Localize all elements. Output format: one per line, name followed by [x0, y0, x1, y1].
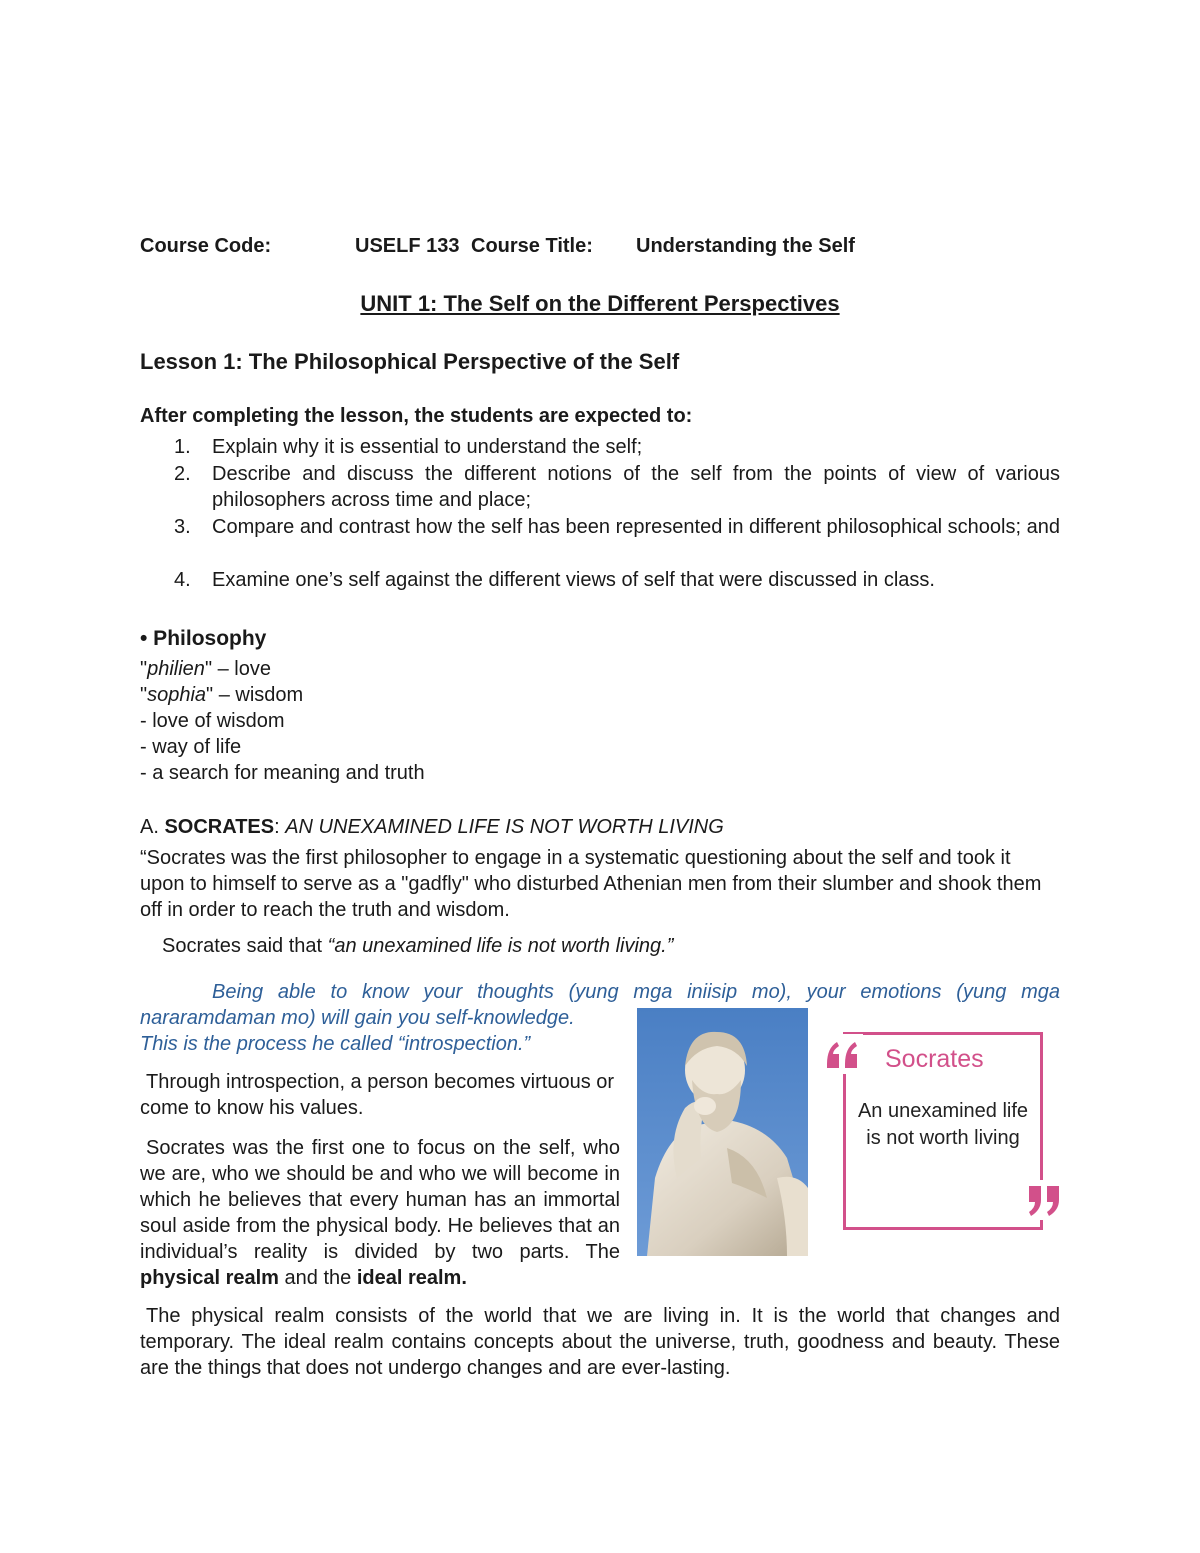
- objective-number: 2.: [174, 463, 191, 485]
- objective-number: 3.: [174, 516, 191, 538]
- realms-paragraph: The physical realm consists of the world that we are living in. It is the world that changes and temporary. The ideal realm contains concepts about the universe, truth, goodness and beauty. These are the things that does not undergo changes and are ever-lasting.: [140, 1305, 1060, 1379]
- socrates-intro: “Socrates was the first philosopher to engage in a systematic questioning about the self and took it upon to himself to serve as a "gadfly" who disturbed Athenian men from their slumber and shook them off in order to reach the truth and wisdom.: [140, 847, 1042, 921]
- said-prefix: Socrates said that: [162, 935, 328, 957]
- objective-text: Describe and discuss the different notions of the self from the points of view of various philosophers across time and place;: [212, 463, 1060, 511]
- period: .: [461, 1267, 467, 1289]
- term-sophia-meaning: – wisdom: [213, 684, 304, 706]
- quote-card-author: Socrates: [885, 1045, 984, 1073]
- objective-item: [140, 514, 1060, 566]
- unit-title: [0, 291, 1200, 317]
- quote-line-1: Being able to know your thoughts (yung mga iniisip mo), your emotions (yung mga: [212, 981, 1060, 1003]
- objective-text: Explain why it is essential to understand the self;: [212, 436, 643, 458]
- ideal-realm: ideal realm: [356, 1267, 462, 1289]
- statue-drawing: [637, 1008, 808, 1256]
- soul-paragraph: [140, 1135, 620, 1291]
- quote-card-text: An unexamined life is not worth living: [857, 1100, 1029, 1149]
- quote-line-3: This is the process he called “introspection.”: [140, 1033, 531, 1055]
- course-code-label: Course Code:: [140, 235, 272, 257]
- close-quote-icon: [1023, 1180, 1063, 1220]
- course-code: USELF 133: [355, 235, 460, 257]
- socrates-statue-image: [637, 1008, 808, 1256]
- course-title: Understanding the Self: [636, 235, 855, 257]
- focus-text: Socrates was the first one to focus on the self, who we are, who we should be and who we will become in which he believes that every human has an immortal soul aside from the physical body. He believes that an individual’s reality is divided by two parts. The: [140, 1137, 620, 1263]
- objective-number: 1.: [174, 436, 191, 458]
- objective-text: Examine one’s self against the different views of self that were discussed in class.: [212, 569, 935, 591]
- objective-item: [140, 434, 1060, 460]
- socrates-colon: :: [274, 816, 286, 838]
- lesson-title: Lesson 1: The Philosophical Perspective of the Self: [140, 349, 680, 374]
- objective-item: [140, 567, 1060, 593]
- term-philien: philien: [147, 658, 205, 680]
- objective-item: [140, 461, 1060, 513]
- physical-realm: physical realm: [140, 1267, 279, 1289]
- philosophy-heading: • Philosophy: [140, 627, 267, 650]
- introspection-paragraph: Through introspection, a person becomes virtuous or come to know his values.: [140, 1071, 615, 1119]
- quote-line-2: nararamdaman mo) will gain you self-knowledge.: [140, 1007, 575, 1029]
- socrates-name: SOCRATES: [164, 816, 275, 838]
- socrates-heading: [140, 816, 724, 839]
- section-letter: A.: [140, 816, 165, 838]
- term-sophia: sophia: [147, 684, 207, 706]
- philosophy-term-love: "philien" – love: [140, 658, 271, 680]
- philosophy-term-wisdom: "sophia" – wisdom: [140, 684, 304, 706]
- objective-text: Compare and contrast how the self has been represented in different philosophical schools; and: [212, 516, 1060, 538]
- socrates-said: [162, 935, 673, 958]
- unit-title-text: UNIT 1: The Self on the Different Perspectives: [360, 291, 840, 316]
- philosophy-line: - a search for meaning and truth: [140, 762, 425, 784]
- socrates-subtitle: AN UNEXAMINED LIFE IS NOT WORTH LIVING: [285, 816, 724, 838]
- term-philien-meaning: – love: [212, 658, 271, 680]
- open-quote-icon: [823, 1034, 863, 1074]
- and-the: and the: [278, 1267, 357, 1289]
- philosophy-line: - way of life: [140, 736, 242, 758]
- said-quote: “an unexamined life is not worth living.”: [327, 935, 674, 957]
- philosophy-line: - love of wisdom: [140, 710, 285, 732]
- course-title-label: Course Title:: [471, 235, 593, 257]
- objective-number: 4.: [174, 569, 191, 591]
- objectives-heading: After completing the lesson, the students are expected to:: [140, 405, 693, 427]
